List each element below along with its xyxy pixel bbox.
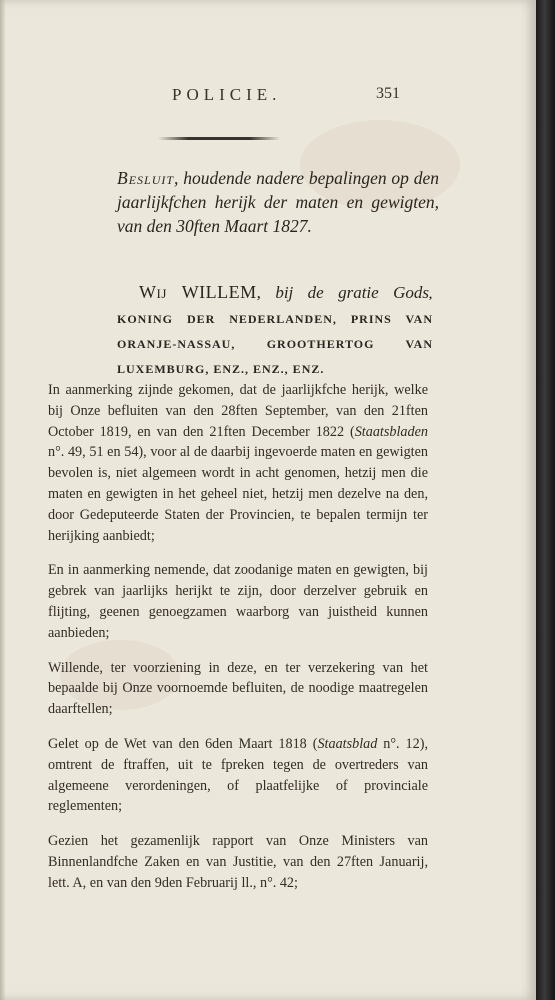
paragraph-text: Gelet op de Wet van den 6den Maart 1818 ( [48, 735, 318, 752]
paragraph [48, 734, 428, 817]
paragraph [48, 560, 428, 643]
preamble-block [95, 280, 433, 382]
paragraph [48, 658, 428, 720]
royal-preamble [117, 280, 433, 382]
paragraph-text: En in aanmerking nemende, dat zoodanige maten en gewigten, bij gebrek van jaarlijks herijkt te zijn, door derzelver gebruik en flijting, geenen genoegzamen waarborg van juistheid kunnen aanbieden; [48, 562, 428, 641]
heading-lead: Besluit [117, 168, 175, 188]
decree-body [48, 380, 428, 908]
page-number: 351 [376, 85, 400, 102]
paragraph-italic: Staatsbladen [354, 423, 428, 440]
paragraph-text: Gezien het gezamenlijk rapport van Onze Ministers van Binnenlandfche Zaken en van Justitie, van den 27ften Januarij, lett. A, en van den 9den Februarij ll., n°. 42; [48, 833, 428, 891]
paragraph [48, 380, 428, 546]
page-edge-shadow [0, 0, 6, 1000]
king-name: Wij WILLEM [139, 282, 257, 302]
decree-heading [117, 166, 439, 238]
paragraph-italic: Staatsblad [317, 735, 378, 752]
running-title: POLICIE. [172, 85, 282, 104]
book-spine [536, 0, 555, 1000]
paragraph [48, 831, 428, 893]
heading-text: , houdende nadere bepalingen op den jaarlijkfchen herijk der maten en gewigten, van den 30ften Maart 1827. [117, 168, 439, 236]
paragraph-text-tail: n°. 49, 51 en 54), voor al de daarbij ingevoerde maten en gewigten bevolen is, niet algemeen wordt in acht genomen, hetzij men die maten en gewigten in het geheel niet, hetzij men dezelve na den, door Gedeputeerde Staten der Provincien, te bepalen termijn ter herijking aanbiedt; [48, 444, 428, 544]
ornamental-rule [158, 137, 280, 140]
paragraph-text: In aanmerking zijnde gekomen, dat de jaarlijkfche herijk, welke bij Onze befluiten van den 28ften September, van den 21ften October 1819, en van den 21ften December 1822 ( [48, 382, 428, 440]
paragraph-text: Willende, ter voorziening in deze, en ter verzekering van het bepaalde bij Onze voornoemde befluiten, de noodige maatregelen daarftellen; [48, 659, 428, 718]
royal-titles: , KONING DER NEDERLANDEN, PRINS VAN ORANJE-NASSAU, GROOTHERTOG VAN LUXEMBURG, ENZ., ENZ., ENZ. [117, 287, 433, 376]
by-grace: , bij de gratie Gods [256, 283, 429, 302]
paragraph-text-tail: n°. 12), omtrent de ftraffen, uit te fpreken tegen de overtreders van algemeene verordeningen, of plaatfelijke of provinciale reglementen; [48, 735, 428, 815]
